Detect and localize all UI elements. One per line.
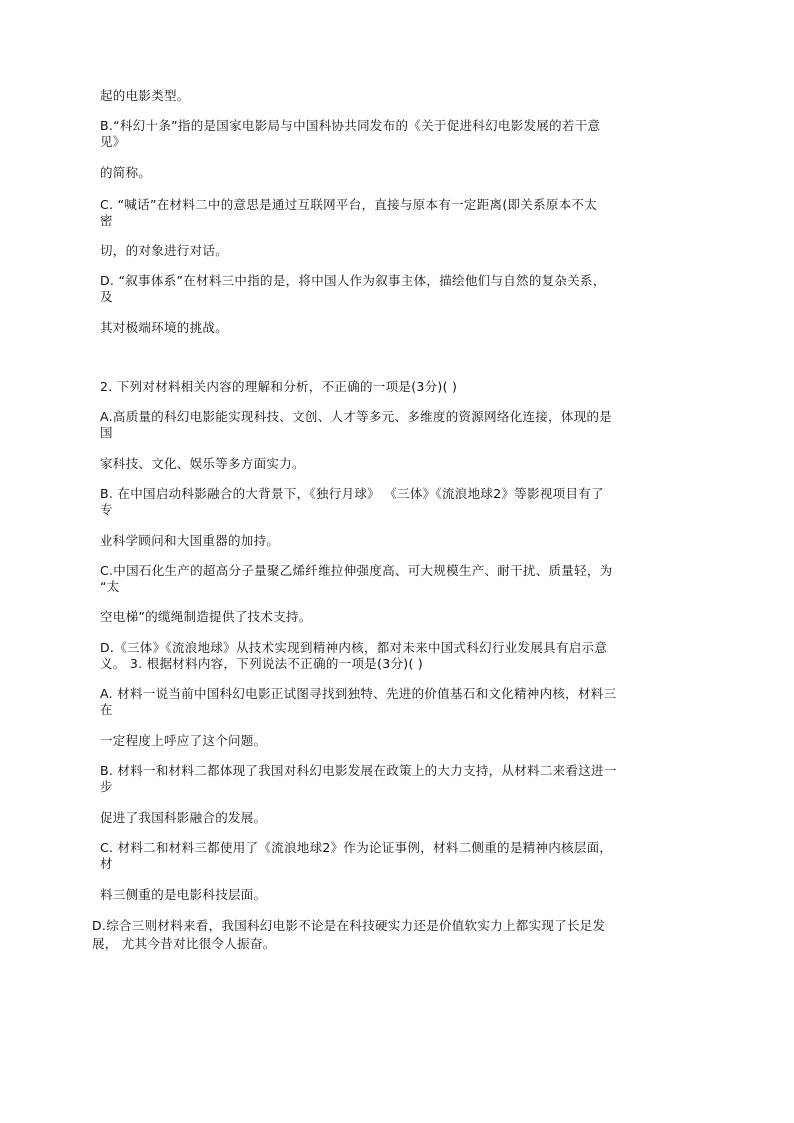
text-line-1: 起的电影类型。 <box>100 88 190 103</box>
text-line-8: D. “叙事体系”在材料三中指的是，将中国人作为叙事主体，描绘他们与自然的复杂关系， <box>100 273 606 288</box>
text-line-12: A.高质量的科幻电影能实现科技、文创、人才等多元、多维度的资源网络化连接，体现的是 <box>100 409 613 424</box>
text-line-32: D.综合三则材料来看，我国科幻电影不论是在科技硬实力还是价值软实力上都实现了长足发 <box>92 918 606 933</box>
text-line-2: B.“科幻十条”指的是国家电影局与中国科协共同发布的《关于促进科幻电影发展的若干意 <box>100 118 601 133</box>
text-line-18: C.中国石化生产的超高分子量聚乙烯纤维拉伸强度高、可大规模生产、耐干扰、质量轻，为 <box>100 563 613 578</box>
text-line-4: 的简称。 <box>100 165 152 180</box>
text-line-6: 密 <box>100 213 113 228</box>
text-line-7: 切，的对象进行对话。 <box>100 243 229 258</box>
text-line-29: C. 材料二和材料三都使用了《流浪地球2》作为论证事例，材料二侧重的是精神内核层面， <box>100 840 613 855</box>
text-line-28: 促进了我国科影融合的发展。 <box>100 810 267 825</box>
text-line-30: 材 <box>100 856 113 871</box>
text-line-17: 业科学顾问和大国重器的加持。 <box>100 533 280 548</box>
text-line-5: C. “喊话”在材料二中的意思是通过互联网平台，直接与原本有一定距离(即关系原本不太 <box>100 197 598 212</box>
text-line-14: 家科技、文化、娱乐等多方面实力。 <box>100 456 305 471</box>
text-line-15: B. 在中国启动科影融合的大背景下，《独行月球》 《三体》《流浪地球2》等影视项目有了 <box>100 486 604 501</box>
text-line-9: 及 <box>100 289 113 304</box>
text-line-25: 一定程度上呼应了这个问题。 <box>100 733 267 748</box>
text-line-24: 在 <box>100 702 113 717</box>
text-line-27: 步 <box>100 779 113 794</box>
question-3-stem: 义。 3. 根据材料内容，下列说法不正确的一项是(3分)( ) <box>100 656 424 671</box>
text-line-13: 国 <box>100 425 113 440</box>
text-line-16: 专 <box>100 502 113 517</box>
text-line-26: B. 材料一和材料二都体现了我国对科幻电影发展在政策上的大力支持，从材料二来看这进一 <box>100 763 617 778</box>
text-line-31: 料三侧重的是电影科技层面。 <box>100 887 267 902</box>
text-line-21: D.《三体》《流浪地球》从技术实现到精神内核，都对未来中国式科幻行业发展具有启示意 <box>100 640 608 655</box>
text-line-3: 见》 <box>100 134 126 149</box>
text-line-33: 展， 尤其今昔对比很令人振奋。 <box>92 936 276 951</box>
text-line-20: 空电梯”的缆绳制造提供了技术支持。 <box>100 609 312 624</box>
text-line-10: 其对极端环境的挑战。 <box>100 320 229 335</box>
text-line-19: “太 <box>100 579 120 594</box>
text-line-23: A. 材料一说当前中国科幻电影正试图寻找到独特、先进的价值基石和文化精神内核，材料三 <box>100 686 617 701</box>
question-2-stem: 2. 下列对材料相关内容的理解和分析，不正确的一项是(3分)( ) <box>100 379 458 394</box>
